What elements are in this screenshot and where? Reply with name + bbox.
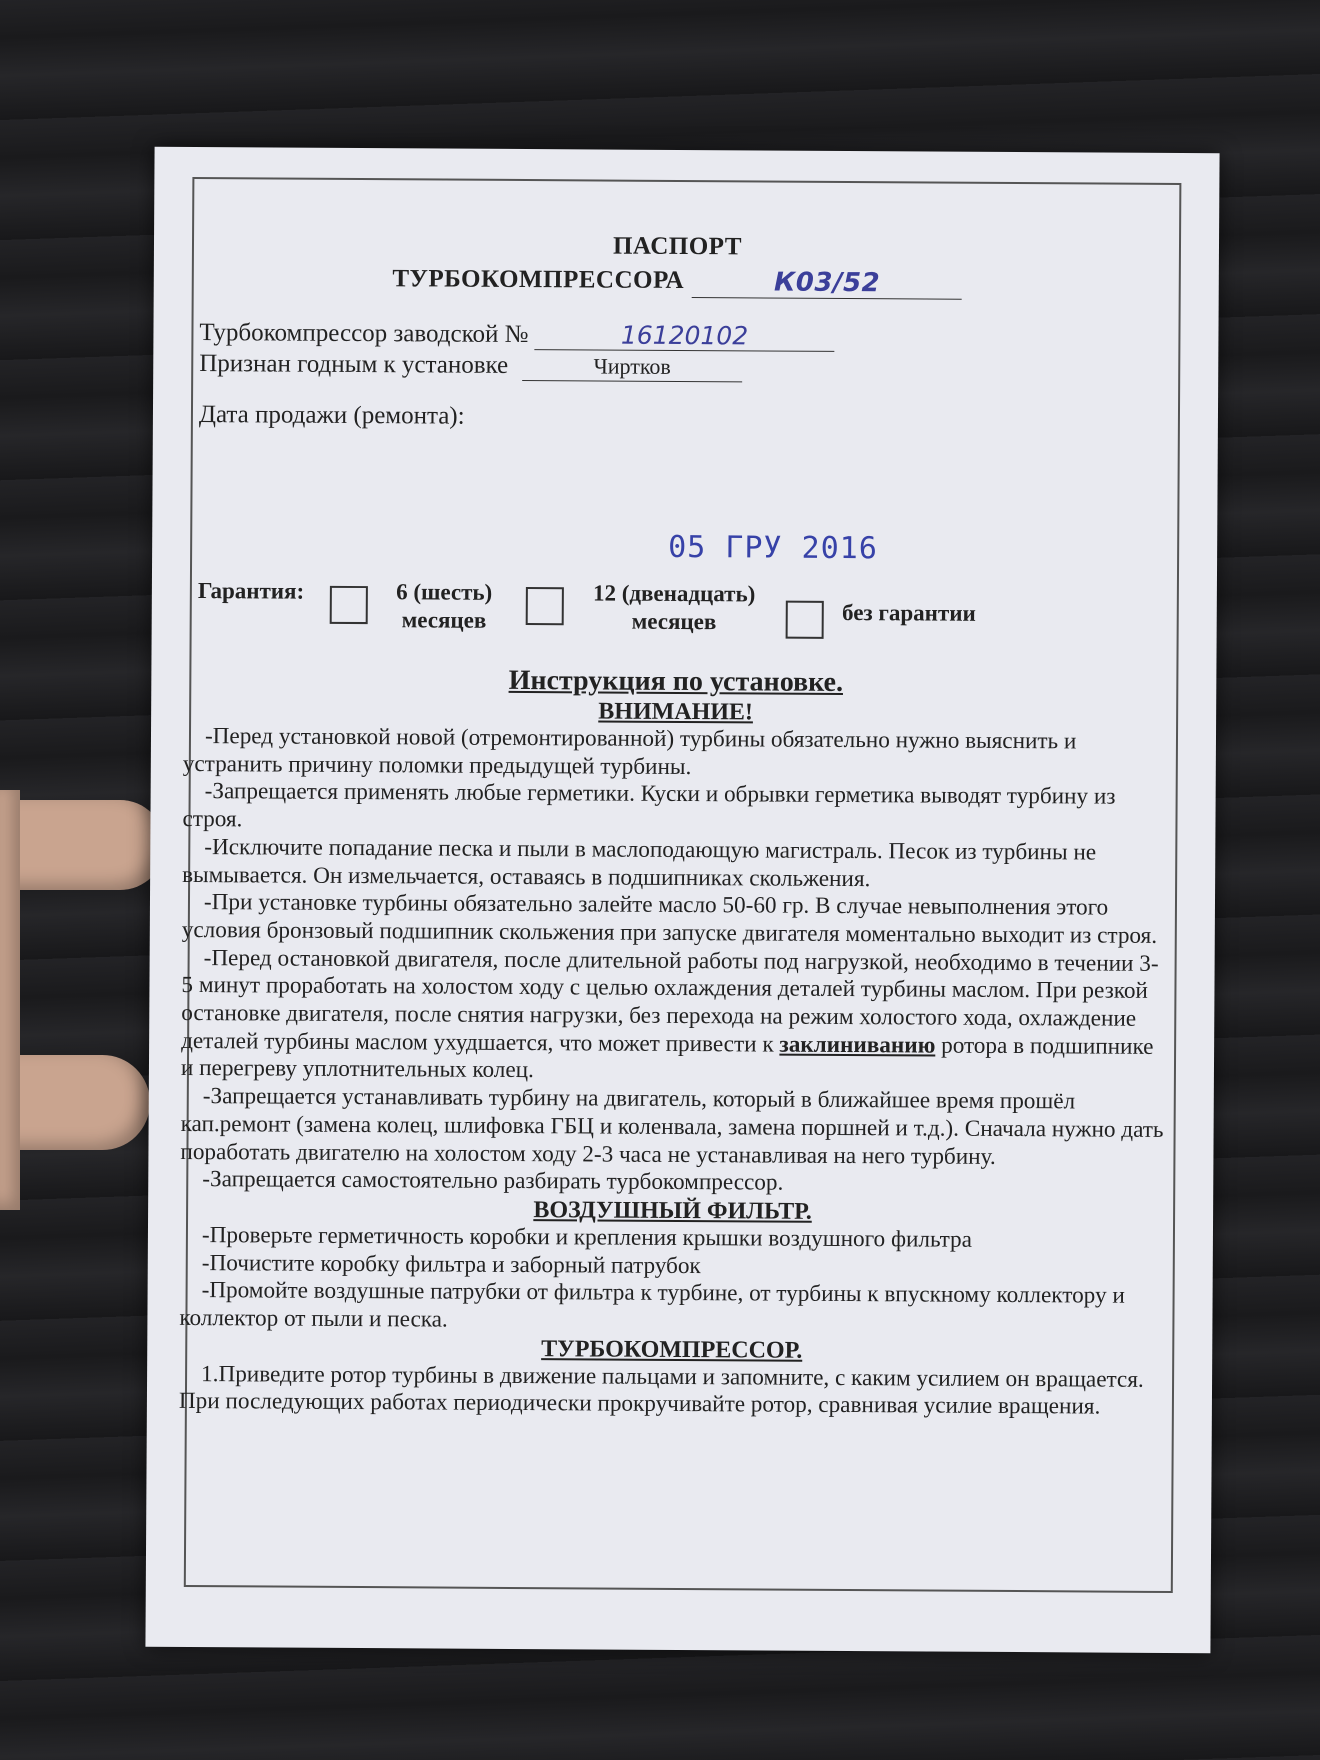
turbo-heading: ТУРБОКОМПРЕССОР. (541, 1335, 803, 1364)
instructions-heading: Инструкция по установке. (508, 664, 844, 698)
option-12-line1: 12 (двенадцать) (592, 580, 756, 607)
checkbox-6-months[interactable] (330, 586, 368, 624)
instructions (179, 663, 1169, 1422)
date-stamp: 05 ГРУ 2016 (668, 529, 878, 567)
title-line2 (200, 261, 1155, 301)
approved-label: Признан годным к установке (199, 350, 509, 379)
air-filter-item: -Промойте воздушные патрубки от фильтра к турбине, от турбины к впускному коллектору и коллектор от пыли и песка. (179, 1277, 1125, 1333)
title-text: ТУРБОКОМПРЕССОРА (392, 265, 685, 294)
instruction-paragraph: -Запрещается самостоятельно разбирать турбокомпрессор. (202, 1166, 784, 1196)
p5-text-end: ротора в подшипнике и перегреву уплотнительных колец. (180, 1032, 1154, 1084)
option-6-line2: месяцев (401, 607, 487, 633)
option-12-months (574, 579, 774, 636)
approved-row (199, 348, 1154, 385)
warranty-label: Гарантия: (197, 578, 305, 604)
instruction-paragraph: -Запрещается устанавливать турбину на двигатель, который в ближайшее время прошёл кап.ремонт (замена колец, шлифовка ГБЦ и коленвала, замена поршней и т.д.). Сначала нужно дать поработать двигателю на холостом ходу 2-3 часа не устанавливая на него турбину. (180, 1083, 1164, 1170)
passport-sheet (145, 147, 1219, 1653)
turbo-item: 1.Приведите ротор турбины в движение пальцами и запомните, с каким усилием он вращается. При последующих работах периодически прокручивайте ротор, сравнивая усилие вращения. (178, 1360, 1144, 1421)
instruction-paragraph: -При установке турбины обязательно залейте масло 50-60 гр. В случае невыполнения этого условия бронзовый подшипник скольжения при запуске двигателя моментально выходит из строя. (181, 889, 1158, 949)
instruction-paragraph: -Запрещается применять любые герметики. Куски и обрывки герметика выводят турбину из строя. (182, 778, 1116, 833)
p5-text: -Перед остановкой двигателя, после длительной работы под нагрузкой, необходимо в течении 3-5 минут проработать на холостом ходу с целью охлаждения деталей турбины маслом. При резкой остановке двигателя, после снятия нагрузки, без перехода на режим холостого хода, охлаждение деталей турбины маслом ухудшается, что может привести к (181, 944, 1159, 1058)
instruction-paragraph-seizure (181, 945, 1167, 1090)
warranty-row (198, 577, 1153, 641)
model-field: К03/52 (692, 267, 962, 300)
air-filter-item: -Почистите коробку фильтра и заборный патрубок (201, 1249, 701, 1279)
air-filter-item: -Проверьте герметичность коробки и крепления крышки воздушного фильтра (201, 1222, 973, 1253)
finger-edge (0, 790, 20, 1210)
option-12-line2: месяцев (631, 608, 717, 635)
p5-emphasis: заклиниванию (779, 1031, 936, 1059)
option-6-months (384, 578, 504, 635)
option-6-line1: 6 (шесть) (396, 579, 493, 605)
serial-label: Турбокомпрессор заводской № (199, 319, 529, 349)
option-no-warranty: без гарантии (841, 599, 976, 626)
thumb (0, 800, 165, 890)
approved-value: Чиртков (522, 352, 742, 382)
air-filter-heading: ВОЗДУШНЫЙ ФИЛЬТР. (533, 1197, 812, 1225)
serial-value: 16120102 (534, 321, 834, 352)
instruction-paragraph: -Исключите попадание песка и пыли в маслоподающую магистраль. Песок из турбины не вымывается. Он измельчается, оставаясь в подшипниках скольжения. (182, 833, 1097, 892)
sale-date-row (199, 399, 1154, 436)
finger (0, 1055, 150, 1150)
sale-date-label: Дата продажи (ремонта): (198, 401, 465, 430)
title-line1: ПАСПОРТ (612, 232, 743, 261)
checkbox-no-warranty[interactable] (786, 601, 824, 639)
checkbox-12-months[interactable] (526, 587, 564, 625)
attention-heading: ВНИМАНИЕ! (598, 698, 754, 726)
instruction-paragraph: -Перед установкой новой (отремонтированной) турбины обязательно нужно выяснить и устранить причину поломки предыдущей турбины. (182, 723, 1077, 780)
document-content (178, 227, 1164, 1421)
